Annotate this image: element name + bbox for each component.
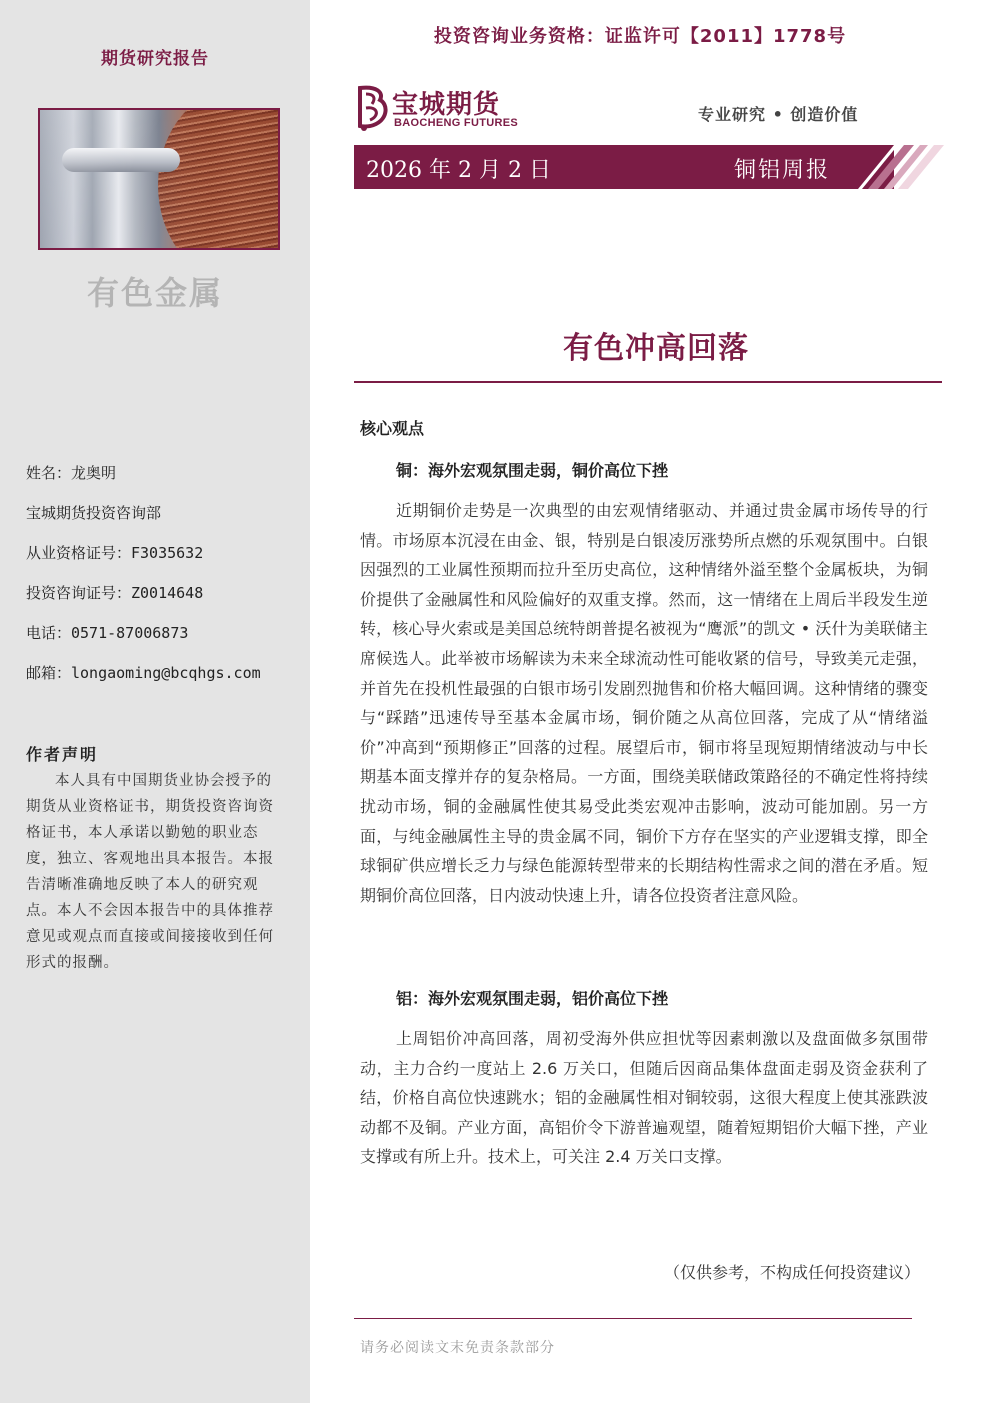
author-consult-id: 投资咨询证号：Z0014648 <box>26 584 204 602</box>
license-line: 投资咨询业务资格：证监许可【2011】1778号 <box>433 26 847 47</box>
logo-english-name: BAOCHENG FUTURES <box>394 117 518 129</box>
date-banner <box>354 145 894 189</box>
logo-chinese-name: 宝城期货 <box>392 90 501 120</box>
declaration-title: 作者声明 <box>26 745 99 764</box>
investment-disclaimer: （仅供参考，不构成任何投资建议） <box>663 1263 920 1282</box>
title-divider <box>354 381 942 383</box>
author-email[interactable]: 邮箱：longaoming@bcqhgs.com <box>26 664 261 682</box>
report-date: 2026 年 2 月 2 日 <box>366 158 551 183</box>
aluminum-section-title: 铝：海外宏观氛围走弱，铝价高位下挫 <box>396 989 669 1008</box>
copper-section-title: 铜：海外宏观氛围走弱，铜价高位下挫 <box>396 461 669 480</box>
author-phone: 电话：0571-87006873 <box>26 624 189 642</box>
category-label: 有色金属 <box>86 274 223 312</box>
sidebar <box>0 0 310 1403</box>
slogan: 专业研究 • 创造价值 <box>698 105 859 124</box>
page-title: 有色冲高回落 <box>563 331 749 366</box>
company-logo <box>354 84 534 134</box>
author-qualification: 从业资格证号：F3035632 <box>26 544 204 562</box>
logo-b-icon <box>354 84 390 132</box>
declaration-text: 本人具有中国期货业协会授予的期货从业资格证书，期货投资咨询资格证书，本人承诺以勤勉的职业态度，独立、客观地出具本报告。本报告清晰准确地反映了本人的研究观点。本人不会因本报告中的具体推荐意见或观点而直接或间接接收到任何形式的报酬。 <box>26 773 274 971</box>
report-name: 铜铝周报 <box>734 158 831 183</box>
author-name: 姓名：龙奥明 <box>26 464 117 482</box>
cover-image <box>38 108 280 250</box>
footer-divider <box>354 1318 912 1319</box>
report-type-label: 期货研究报告 <box>101 49 209 69</box>
copper-paragraph: 近期铜价走势是一次典型的由宏观情绪驱动、并通过贵金属市场传导的行情。市场原本沉浸在由金、银，特别是白银凌厉涨势所点燃的乐观氛围中。白银因强烈的工业属性预期而拉升至历史高位，这种情绪外溢至整个金属板块，为铜价提供了金融属性和风险偏好的双重支撑。然而，这一情绪在上周后半段发生逆转，核心导火索或是美国总统特朗普提名被视为“鹰派”的凯文 • 沃什为美联储主席候选人。此举被市场解读为未来全球流动性可能收紧的信号，导致美元走强，并首先在投机性最强的白银市场引发剧烈抛售和价格大幅回调。这种情绪的骤变与“踩踏”迅速传导至基本金属市场，铜价随之从高位回落，完成了从“情绪溢价”冲高到“预期修正”回落的过程。展望后市，铜市将呈现短期情绪波动与中长期基本面支撑并存的复杂格局。一方面，围绕美联储政策路径的不确定性将持续扰动市场，铜的金融属性使其易受此类宏观冲击影响，波动可能加剧。另一方面，与纯金融属性主导的贵金属不同，铜价下方存在坚实的产业逻辑支撑，即全球铜矿供应增长乏力与绿色能源转型带来的长期结构性需求之间的潜在矛盾。短期铜价高位回落，日内波动快速上升，请各位投资者注意风险。 <box>360 501 928 905</box>
footer-note: 请务必阅读文末免责条款部分 <box>360 1340 555 1356</box>
author-info <box>26 462 296 702</box>
banner-stripes-icon <box>858 145 944 189</box>
core-view-label: 核心观点 <box>360 419 425 438</box>
author-dept: 宝城期货投资咨询部 <box>26 504 162 522</box>
aluminum-paragraph: 上周铝价冲高回落，周初受海外供应担忧等因素刺激以及盘面做多氛围带动，主力合约一度站上 2.6 万关口，但随后因商品集体盘面走弱及资金获利了结，价格自高位快速跳水；铝的金融属性相对铜较弱，这很大程度上使其涨跌波动都不及铜。产业方面，高铝价令下游普遍观望，随着短期铝价大幅下挫，产业支撑或有所上升。技术上，可关注 2.4 万关口支撑。 <box>360 1029 928 1167</box>
